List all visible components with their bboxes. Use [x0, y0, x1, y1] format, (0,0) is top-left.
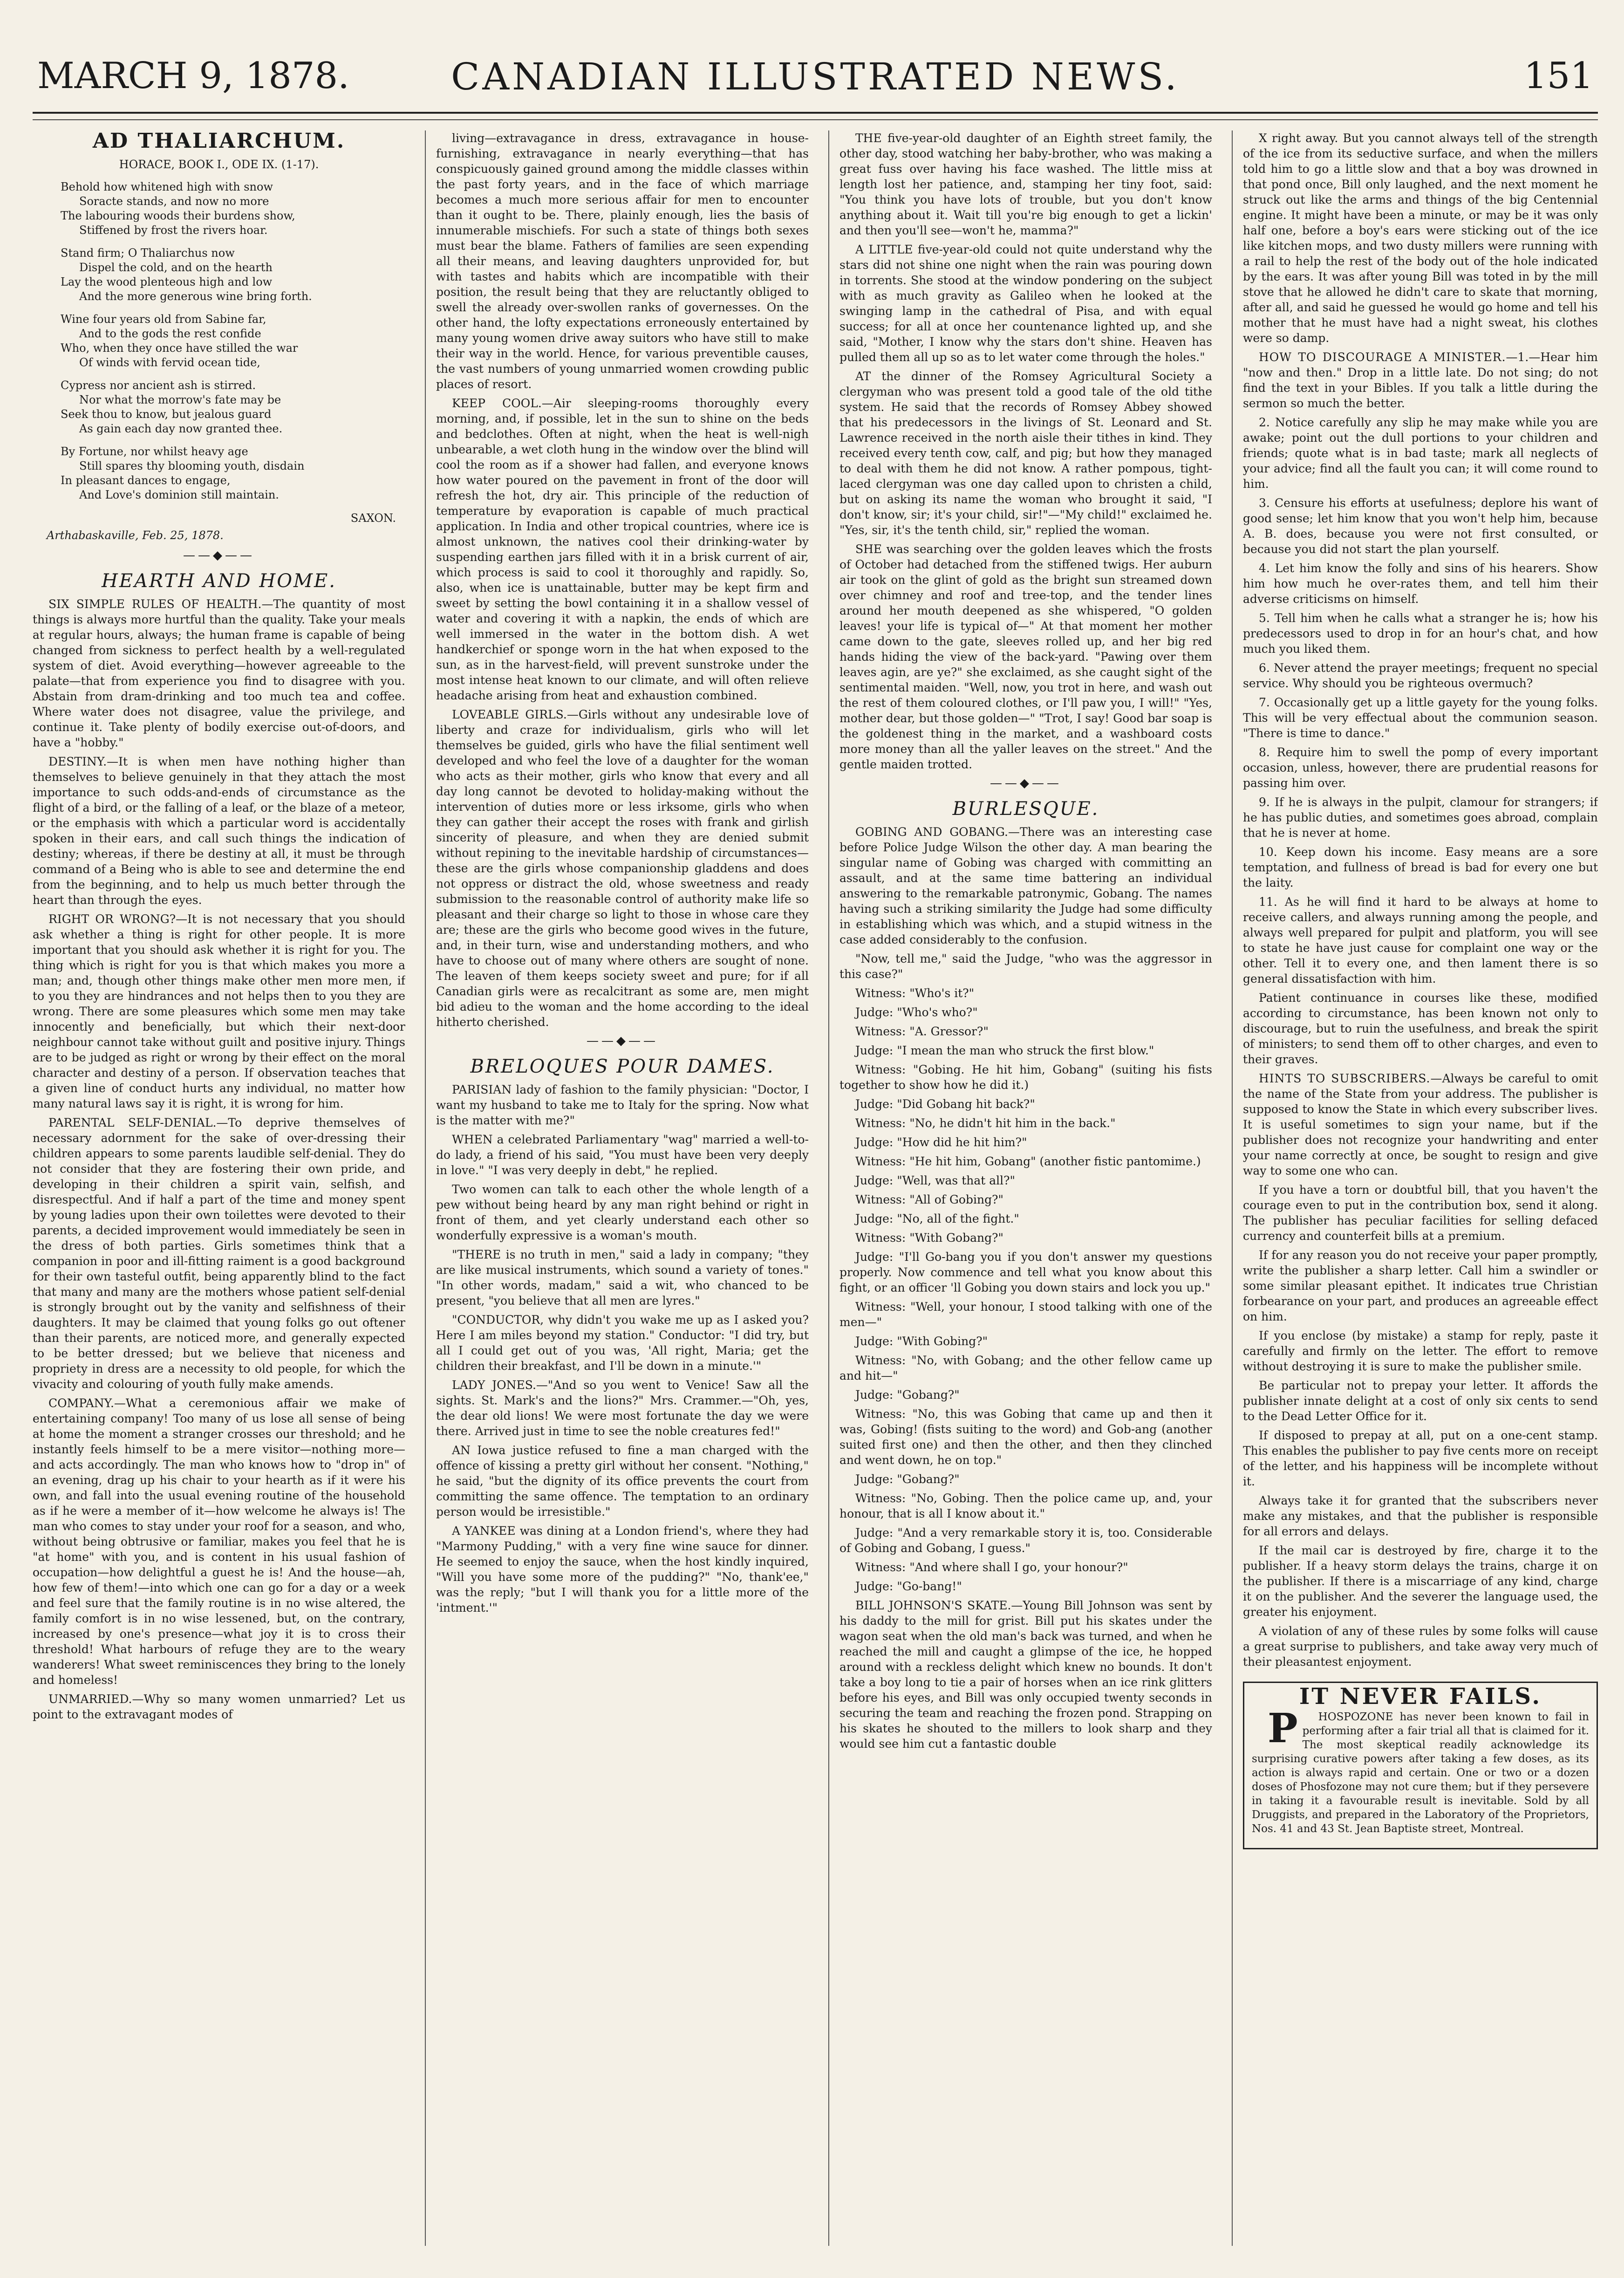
dialogue-paragraph: Witness: "No, this was Gobing that came up and then it was, Gobing! (fists suiting to the word) and Gob-ang (another suited first one) and then the other, and then they clinched and went down, he on top." — [839, 1407, 1212, 1467]
poem-line: And Love's dominion still maintain. — [79, 488, 279, 501]
article-paragraph: PARENTAL SELF-DENIAL.—To deprive themselves of necessary adornment for the sake of over-dressing their children appears to some parents laudible self-denial. They do not consider that they are fostering their own pride, and developing in their children a spirit vain, selfish, and disrespectful. And if half a part of the time and money spent by young ladies upon their own toilettes were devoted to their parents, a decided improvement would immediately be seen in the dress of both parties. Girls sometimes think that a companion in poor and ill-fitting raiment is a good background for their own tasteful outfit, being apparently blind to the fact that many and many are the mothers whose patient self-denial is strongly brought out by the vanity and selfishness of their daughters. It may be claimed that young folks go out oftener than their parents, are noticed more, and generally expected to be better dressed; but we believe that niceness and propriety in dress are a necessity to old people, for which the vivacity and colouring of youth fully make amends. — [33, 1116, 405, 1391]
ad-initial: P — [1268, 1705, 1298, 1752]
breloques-title: BRELOQUES POUR DAMES. — [470, 1056, 775, 1077]
dialogue-paragraph: Judge: "With Gobing?" — [855, 1334, 988, 1348]
dialogue-paragraph: Witness: "No, he didn't hit him in the back." — [855, 1116, 1116, 1130]
poem-line: Dispel the cold, and on the hearth — [79, 261, 273, 274]
article-paragraph: DESTINY.—It is when men have nothing higher than themselves to believe genuinely in that they attach the most importance to such odds-and-ends of circumstance as the flight of a bird, or the falling of a leaf, or the blaze of a meteor, or the emphasis with which a particular word is accidentally spoken in their ears, and call such things the indication of destiny; whereas, if there be destiny at all, it must be through command of a Being who is able to see and determine the end from the beginning, and to help us much better through the heart than through the eyes. — [33, 755, 405, 907]
dialogue-paragraph: BILL JOHNSON'S SKATE.—Young Bill Johnson was sent by his daddy to the mill for grist. Bill put his skates under the wagon seat when the old man's back was turned, and when he reached the mill and caught a glimpse of the ice, he hopped around with a reckless delight which knew no bounds. It don't take a boy long to tie a pair of horses when an ice rink glitters before his eyes, and Bill was only occupied twenty seconds in securing the team and reaching the frozen pond. Strapping on his skates he shouted to the millers to look sharp and they would see him cut a fantastic double — [839, 1599, 1212, 1751]
dialogue-paragraph: Judge: "Well, was that all?" — [855, 1174, 1016, 1187]
masthead-divider — [33, 119, 1598, 120]
column-4 — [1243, 130, 1598, 2246]
dialogue-paragraph: Judge: "Gobang?" — [855, 1472, 960, 1486]
numbered-rule: Patient continuance in courses like these, modified according to circumstance, has been known not only to discourage, but to ruin the usefulness, and break the spirit of ministers; to send them off to other charges, and even to their graves. — [1243, 991, 1598, 1066]
article-paragraph: SIX SIMPLE RULES OF HEALTH.—The quantity of most things is always more hurtful than the quality. Take your meals at regular hours, always; the human frame is capable of being changed from sickness to perfect health by a well-regulated system of diet. Avoid everything—however agreeable to the palate—that from experience you find to disagree with you. Abstain from dram-drinking and too much tea and coffee. Where water does not disagree, value the privilege, and continue it. Take plenty of bodily exercise out-of-doors, and have a "hobby." — [33, 597, 405, 749]
anecdote-paragraph: "CONDUCTOR, why didn't you wake me up as I asked you? Here I am miles beyond my station." Conductor: "I did try, but all I could get out of you was, 'All right, Maria; get the children their breakfast, and I'll be down in a minute.'" — [436, 1313, 809, 1373]
hint-paragraph: Be particular not to prepay your letter. It affords the publisher innate delight at a cost of only six cents to send to the Dead Letter Office for it. — [1243, 1379, 1598, 1423]
phosfozone-advertisement — [1243, 1682, 1598, 1849]
anecdote-paragraph: Two women can talk to each other the whole length of a pew without being heard by any man right behind or right in front of them, and yet clearly understand each other so wonderfully expressive is a woman's mouth. — [436, 1183, 809, 1242]
poem-line: Behold how whitened high with snow — [61, 180, 273, 193]
hearth-and-home-articles — [33, 596, 405, 1722]
poem-line: Nor what the morrow's fate may be — [79, 393, 281, 406]
masthead — [33, 37, 1598, 114]
anecdote-paragraph: AN Iowa justice refused to fine a man charged with the offence of kissing a pretty girl without her consent. "Nothing," he said, "but the dignity of its office prevents the court from committing the same offence. The temptation to an ordinary person would be irresistible." — [436, 1443, 809, 1519]
poem-line: The labouring woods their burdens show, — [61, 209, 295, 222]
poem-line: Seek thou to know, but jealous guard — [61, 408, 272, 421]
anecdote-paragraph: "THERE is no truth in men," said a lady in company; "they are like musical instruments, which sound a variety of tones." "In other words, madam," said a wit, who chanced to be present, "you believe that all men are lyres." — [436, 1248, 809, 1307]
dialogue-paragraph: Witness: "No, Gobing. Then the police came up, and, your honour, that is all I know about it." — [839, 1491, 1212, 1520]
hint-paragraph: If for any reason you do not receive your paper promptly, write the publisher a sharp letter. Call him a swindler or some similar pleasant epithet. It indicates true Christian forbearance on your part, and produces an agreeable effect on him. — [1243, 1248, 1598, 1323]
poem — [61, 180, 405, 502]
numbered-rule: 7. Occasionally get up a little gayety for the young folks. This will be very effectual about the communion season. "There is time to dance." — [1243, 696, 1598, 740]
subscribers-title: HINTS TO SUBSCRIBERS. — [1259, 1072, 1431, 1085]
burlesque-items — [839, 824, 1212, 1751]
issue-date: MARCH 9, 1878. — [37, 55, 349, 97]
article-paragraph: living—extravagance in dress, extravagance in house-furnishing, extravagance in nearly everything—that has conspicuously gained ground among the middle classes within the past forty years, and in the face of which marriage becomes a much more serious affair for men to encounter than it ought to be. There, plainly enough, lies the basis of innumerable mischiefs. For such a state of things both sexes must bear the blame. Fathers of families are seen expending all their means, and leaving daughters unprovided for, but with tastes and habits which are incompatible with their position, the result being that they are reluctantly obliged to swell the already over-swollen ranks of governesses. On the other hand, the lofty expectations erroneously entertained by many young women drive away suitors who have still to make their way in the world. Hence, for various preventible causes, the vast numbers of young unmarried women crowding public places of resort. — [436, 131, 809, 391]
poem-stanza — [61, 180, 405, 238]
poem-line: Stiffened by frost the rivers hoar. — [79, 224, 268, 237]
dialogue-paragraph: Witness: "Who's it?" — [855, 986, 975, 1000]
dialogue-paragraph: Witness: "With Gobang?" — [855, 1231, 1004, 1245]
poem-line: And to the gods the rest confide — [79, 327, 261, 340]
hint-paragraph: Always take it for granted that the subscribers never make any mistakes, and that the publisher is responsible for all errors and delays. — [1243, 1494, 1598, 1538]
anecdote-paragraph: AT the dinner of the Romsey Agricultural Society a clergyman who was present told a good tale of the old tithe system. He said that the records of Romsey Abbey showed that his predecessors in the livings of St. Leonard and St. Lawrence received in the north aisle their tithes in kind. They received every tenth cow, calf, and pig; but how they managed to deal with them he did not know. A rather pompous, tight-laced clergyman was one day called upon to christen a child, but on asking its name the woman who brought it said, "I don't know, sir; it's your child, sir!"—"My child!" exclaimed he. "Yes, sir, it's the tenth child, sir," replied the woman. — [839, 369, 1212, 537]
anecdote-paragraph: A LITTLE five-year-old could not quite understand why the stars did not shine one night when the rain was pouring down in torrents. She stood at the window pondering on the subject with as much gravity as Galileo when he looked at the swinging lamp in the cathedral of Pisa, and with equal success; for all at once her countenance lighted up, and she said, "Mother, I know why the stars don't shine. Heaven has pulled them all up so as to let water come through the holes." — [839, 243, 1212, 364]
column-divider — [425, 130, 426, 2246]
column-divider — [828, 130, 829, 2246]
ad-title: IT NEVER FAILS. — [1299, 1683, 1542, 1710]
numbered-rule: 11. As he will find it hard to be always at home to receive callers, and always running among the people, and always well prepared for pulpit and platform, you will see to state he have just cause for complaint one way or the other. Tell it to every one, and then lament there is so general dissatisfaction with him. — [1243, 895, 1598, 985]
poem-line: Stand firm; O Thaliarchus now — [61, 246, 235, 260]
article-paragraph: X right away. But you cannot always tell of the strength of the ice from its seductive surface, and when the millers told him to go a little slow and that a boy was drowned in that pond once, Bill only laughed, and the next moment he struck out like the arms and things of the big Centennial engine. It might have been a minute, or may be it was only half one, before a boy's ears were sticking out of the ice like kitchen mops, and two dusty millers were running with a rail to help the rest of the body out of the hole indicated by the ears. It was after young Bill was toted in by the mill stove that he allowed he didn't care to skate that morning, after all, and said he guessed he would go home and tell his mother that he must have had a night sweat, his clothes were so damp. — [1243, 131, 1598, 345]
dialogue-paragraph: "Now, tell me," said the Judge, "who was the aggressor in this case?" — [839, 952, 1212, 981]
column-1 — [33, 130, 405, 2246]
newspaper-title: CANADIAN ILLUSTRATED NEWS. — [451, 55, 1180, 98]
ornament-divider: ——◆—— — [587, 1034, 658, 1048]
anecdote-paragraph: LADY JONES.—"And so you went to Venice! Saw all the sights. St. Mark's and the lions?" Mrs. Crammer.—"Oh, yes, the dear old lions! We were most fortunate the day we were there. Arrived just in time to see the noble creatures fed!" — [436, 1378, 809, 1438]
column-2-articles — [436, 130, 809, 1030]
numbered-rule: 4. Let him know the folly and sins of his hearers. Show him how much he over-rates them, and tell him their adverse criticisms on himself. — [1243, 561, 1598, 606]
poem-line: Soracte stands, and now no more — [79, 195, 269, 208]
dialogue-paragraph: Judge: "And a very remarkable story it is, too. Considerable of Gobing and Gobang, I guess." — [839, 1526, 1212, 1555]
hint-paragraph: If you enclose (by mistake) a stamp for reply, paste it carefully and firmly on the letter. The effort to remove without destroying it is sure to make the publisher smile. — [1243, 1329, 1598, 1373]
column-2 — [436, 130, 809, 2246]
numbered-rule: 6. Never attend the prayer meetings; frequent no special service. Why should you be righteous overmuch? — [1243, 661, 1598, 690]
anecdote-paragraph: A YANKEE was dining at a London friend's, where they had "Marmony Pudding," with a very fine wine sauce for dinner. He seemed to enjoy the sauce, when the host kindly inquired, "Will you have some more of the pudding?" "No, thank'ee," was the reply; "but I will thank you for a little more of the 'intment.'" — [436, 1524, 809, 1614]
article-paragraph: LOVEABLE GIRLS.—Girls without any undesirable love of liberty and craze for individualism, girls who will let themselves be guided, girls who have the filial sentiment well developed and who feel the love of a daughter for the woman who acts as their mother, girls who know that every and all day long cannot be devoted to holiday-making without the intervention of duties more or less irksome, girls who when they can gather their accept the roses with frank and girlish sincerity of pleasure, and when they are denied submit without repining to the inevitable hardship of circumstances—these are the girls whose companionship gladdens and does not oppress or distract the old, whose sweetness and ready submission to the reasonable control of authority make life so pleasant and their charge so light to those in whose care they are; these are the girls who become good wives in the future, and, in their turn, wise and understanding mothers, and who have to choose out of many where others are sought of none. The leaven of them keeps society sweet and pure; for if all Canadian girls were as recalcitrant as some are, men might bid adieu to the woman and the home according to the ideal hitherto cherished. — [436, 708, 809, 1029]
ornament-divider: ——◆—— — [990, 776, 1062, 790]
poem-line: As gain each day now granted thee. — [79, 422, 283, 435]
hearth-and-home-title: HEARTH AND HOME. — [102, 570, 336, 592]
poem-stanza — [61, 445, 405, 502]
numbered-rule: 10. Keep down his income. Easy means are a sore temptation, and fullness of bread is bad for every one but the laity. — [1243, 845, 1598, 889]
column-3 — [839, 130, 1212, 2246]
breloques-items — [436, 1082, 809, 1615]
poem-line: Wine four years old from Sabine far, — [61, 313, 266, 326]
anecdote-paragraph: PARISIAN lady of fashion to the family physician: "Doctor, I want my husband to take me to Italy for the spring. Now what is the matter with me?" — [436, 1083, 809, 1127]
ad-text: HOSPOZONE has never been known to fail in performing after a fair trial all that is claimed for it. The most skeptical readily acknowledge its surprising curative powers after taking a few doses, as its action is always rapid and certain. One or two or a dozen doses of Phosfozone may not cure them; but if they persevere in taking it a favourable result is inevitable. Sold by all Druggists, and prepared in the Laboratory of the Proprietors, Nos. 41 and 43 St. Jean Baptiste street, Montreal. — [1252, 1711, 1589, 1835]
poem-stanza — [61, 312, 405, 370]
dialogue-paragraph: Witness: "Gobing. He hit him, Gobang" (suiting his fists together to show how he did it.) — [839, 1063, 1212, 1092]
page-number: 151 — [1524, 55, 1593, 97]
dialogue-paragraph: Witness: "And where shall I go, your honour?" — [855, 1560, 1128, 1574]
hint-paragraph: If disposed to prepay at all, put on a one-cent stamp. This enables the publisher to pay five cents more on receipt of the letter, and his happiness will be incomplete without it. — [1243, 1429, 1598, 1488]
dialogue-paragraph: Judge: "Did Gobang hit back?" — [855, 1097, 1035, 1111]
dialogue-paragraph: Judge: "Go-bang!" — [855, 1580, 962, 1593]
poem-title: AD THALIARCHUM. — [92, 130, 346, 153]
dialogue-paragraph: Witness: "No, with Gobang; and the other fellow came up and hit—" — [839, 1354, 1212, 1382]
discourage-title: HOW TO DISCOURAGE A MINISTER. — [1259, 350, 1506, 364]
ad-body — [1252, 1705, 1589, 1836]
dialogue-paragraph: Judge: "No, all of the fight." — [855, 1212, 1019, 1225]
poem-source: HORACE, BOOK I., ODE IX. (1-17). — [119, 158, 319, 171]
poem-line: Cypress nor ancient ash is stirred. — [61, 379, 256, 392]
numbered-rule: 9. If he is always in the pulpit, clamour for strangers; if he has public duties, and sometimes goes abroad, complain that he is never at home. — [1243, 795, 1598, 840]
dialogue-paragraph: GOBING AND GOBANG.—There was an interesting case before Police Judge Wilson the other day. A man bearing the singular name of Gobing was charged with committing an assault, and at the same time battering an individual answering to the remarkable patronymic, Gobang. The names having such a striking similarity the Judge had some difficulty in establishing which was which, and a stupid witness in the case added considerably to the confusion. — [839, 825, 1212, 946]
anecdote-paragraph: WHEN a celebrated Parliamentary "wag" married a well-to-do lady, a friend of his said, "You must have been very deeply in love." "I was very deeply in debt," he replied. — [436, 1133, 809, 1177]
column-4-articles — [1243, 130, 1598, 346]
discourage-items — [1243, 415, 1598, 1067]
ornament-divider: ——◆—— — [183, 548, 255, 562]
numbered-rule: 5. Tell him when he calls what a stranger he is; how his predecessors used to drop in for an hour's chat, and how much you liked them. — [1243, 611, 1598, 656]
dialogue-paragraph: Witness: "He hit him, Gobang" (another fistic pantomime.) — [855, 1155, 1201, 1168]
discourage-article — [1243, 349, 1598, 411]
subscribers-article — [1243, 1071, 1598, 1178]
article-paragraph: KEEP COOL.—Air sleeping-rooms thoroughly every morning, and, if possible, let in the sun to shine on the beds and bedclothes. Often at night, when the heat is well-nigh unbearable, a wet cloth hung in the window over the blind will cool the room as if a shower had fallen, and everyone knows how water poured on the pavement in front of the door will refresh the hot, dry air. This principle of the reduction of temperature by evaporation is capable of much practical application. In India and other tropical countries, where ice is almost unknown, the natives cool their drinking-water by suspending earthen jars filled with it in a brisk current of air, which process is said to cool it thoroughly and rapidly. So, also, when ice is unattainable, butter may be kept firm and sweet by setting the bowl containing it in a shallow vessel of water and covering it with a napkin, the ends of which are well immersed in the water in the bottom dish. A wet handkerchief or sponge worn in the hat when exposed to the sun, as in the harvest-field, will prevent sunstroke under the most intense heat known to our climate, and will often relieve headache arising from heat and exhaustion combined. — [436, 397, 809, 702]
poem-line: Who, when they once have stilled the war — [61, 342, 298, 355]
dialogue-paragraph: Judge: "I mean the man who struck the first blow." — [855, 1044, 1154, 1057]
anecdote-paragraph: THE five-year-old daughter of an Eighth street family, the other day, stood watching her baby-brother, who was making a great fuss over having his face washed. The little miss at length lost her patience, and, stamping her tiny foot, said: "You think you have lots of trouble, but you don't know anything about it. Wait till you're big enough to get a lickin' and then you'll see—won't he, mamma?" — [839, 131, 1212, 237]
poem-line: By Fortune, nor whilst heavy age — [61, 445, 248, 458]
poem-line: In pleasant dances to engage, — [61, 474, 231, 487]
burlesque-title: BURLESQUE. — [952, 798, 1099, 820]
dialogue-paragraph: Judge: "Gobang?" — [855, 1388, 960, 1402]
columns — [33, 130, 1598, 2246]
poem-signature: SAXON. — [350, 512, 396, 525]
numbered-rule: 2. Notice carefully any slip he may make while you are awake; point out the dull portions to your children and friends; quote what is in bad taste; mark all neglects of your advice; find all the fault you can; it will come round to him. — [1243, 416, 1598, 491]
poem-line: And the more generous wine bring forth. — [79, 290, 312, 303]
hint-paragraph: A violation of any of these rules by some folks will cause a great surprise to publishers, and take away very much of their pleasantest enjoyment. — [1243, 1624, 1598, 1669]
dialogue-paragraph: Witness: "All of Gobing?" — [855, 1193, 1003, 1206]
hint-paragraph: If you have a torn or doubtful bill, that you haven't the courage even to put in the contribution box, send it along. The publisher has peculiar facilities for selling defaced currency and counterfeit bills at a premium. — [1243, 1183, 1598, 1243]
poem-line: Still spares thy blooming youth, disdain — [79, 459, 305, 472]
anecdote-paragraph: SHE was searching over the golden leaves which the frosts of October had detached from the stiffened twigs. Her auburn air took on the glint of gold as the bright sun streamed down over chimney and roof and tree-top, and the tender lines around her mouth deepened as she whispered, "O golden leaves! your life is typical of—" At that moment her mother came down to the gate, sleeves rolled up, and her big red hands hiding the view of the back-yard. "Pawing over them leaves agin, are ye?" she exclaimed, as she caught sight of the sentimental maiden. "Well, now, you trot in here, and wash out the rest of them coloured clothes, or I'll paw you, I will!" "Yes, mother dear, but those golden—" "Trot, I say! Good bar soap is the goldenest thing in the market, and a washboard costs more money than all the yaller leaves on the street." And the gentle maiden trotted. — [839, 542, 1212, 771]
column-divider — [1232, 130, 1233, 2246]
column-3-articles — [839, 130, 1212, 772]
dialogue-paragraph: Witness: "A. Gressor?" — [855, 1025, 989, 1038]
numbered-rule: 8. Require him to swell the pomp of every important occasion, unless, however, there are prudential reasons for passing him over. — [1243, 746, 1598, 790]
dialogue-paragraph: Judge: "How did he hit him?" — [855, 1136, 1027, 1149]
poem-stanza — [61, 246, 405, 304]
dialogue-paragraph: Witness: "Well, your honour, I stood talking with one of the men—" — [839, 1300, 1212, 1329]
newspaper-page — [33, 37, 1598, 2255]
subscribers-first: —Always be careful to omit the name of the State from your address. The publisher is supposed to know the State in which every subscriber lives. It is useful sometimes to sign your name, but if the publisher does not recognize your handwriting and enter your name correctly at once, be sought to resign and give way to some one who can. — [1243, 1072, 1598, 1177]
article-paragraph: RIGHT OR WRONG?—It is not necessary that you should ask whether a thing is right for other people. It is more important that you should ask whether it is right for you. The thing which is right for you is that which makes you more a man; and, though other things make other men more men, if to you they are hindrances and not helps then to you they are wrong. There are some pleasures which some men may take innocently and beneficially, but which their next-door neighbour cannot take without guilt and positive injury. Things are to be judged as right or wrong by their effect on the moral character and destiny of a person. If observation teaches that a given line of conduct hurts any individual, no matter how many natural laws say it is right, it is wrong for him. — [33, 912, 405, 1110]
poem-line: Of winds with fervid ocean tide, — [79, 356, 260, 369]
numbered-rule: 3. Censure his efforts at usefulness; deplore his want of good sense; let him know that you won't help him, because A. B. does, because you were not first consulted, or because you did not start the plan yourself. — [1243, 496, 1598, 556]
poem-stanza — [61, 378, 405, 436]
poem-place: Arthabaskaville, Feb. 25, 1878. — [47, 529, 224, 542]
article-paragraph: UNMARRIED.—Why so many women unmarried? Let us point to the extravagant modes of — [33, 1692, 405, 1721]
hint-paragraph: If the mail car is destroyed by fire, charge it to the publisher. If a heavy storm delays the trains, charge it on the publisher. If there is a miscarriage of any kind, charge it on the publisher. And the severer the language used, the greater his enjoyment. — [1243, 1544, 1598, 1619]
subscribers-items — [1243, 1182, 1598, 1669]
poem-line: Lay the wood plenteous high and low — [61, 275, 273, 288]
discourage-first: —1.—Hear him "now and then." Drop in a little late. Do not sing; do not find the text in your Bibles. If you talk a little during the sermon so much the better. — [1243, 350, 1598, 410]
article-paragraph: COMPANY.—What a ceremonious affair we make of entertaining company! Too many of us lose all sense of being at home the moment a stranger crosses our threshold; and he instantly feels himself to be a mere visitor—nothing more—and acts accordingly. The man who knows how to "drop in" of an evening, drag up his chair to your hearth as if it were his own, and fall into the usual evening routine of the household as if he were a member of it—how welcome he always is! The man who comes to stay under your roof for a season, and who, without being obtrusive or familiar, makes you feel that he is "at home" with you, and is content in his usual fashion of occupation—how delightful a guest he is! And the house—ah, how few of them!—into which one can go for a day or a week and feel sure that the family routine is in no wise altered, the family comfort is in no wise lessened, but, on the contrary, increased by one's presence—what joy it is to cross their threshold! What harbours of refuge they are to the weary wanderers! What sweet reminiscences they bring to the lonely and homeless! — [33, 1396, 405, 1687]
dialogue-paragraph: Judge: "I'll Go-bang you if you don't answer my questions properly. Now commence and tell what you know about this fight, or an officer 'll Gobing you down stairs and lock you up." — [839, 1250, 1212, 1294]
dialogue-paragraph: Judge: "Who's who?" — [855, 1006, 978, 1019]
